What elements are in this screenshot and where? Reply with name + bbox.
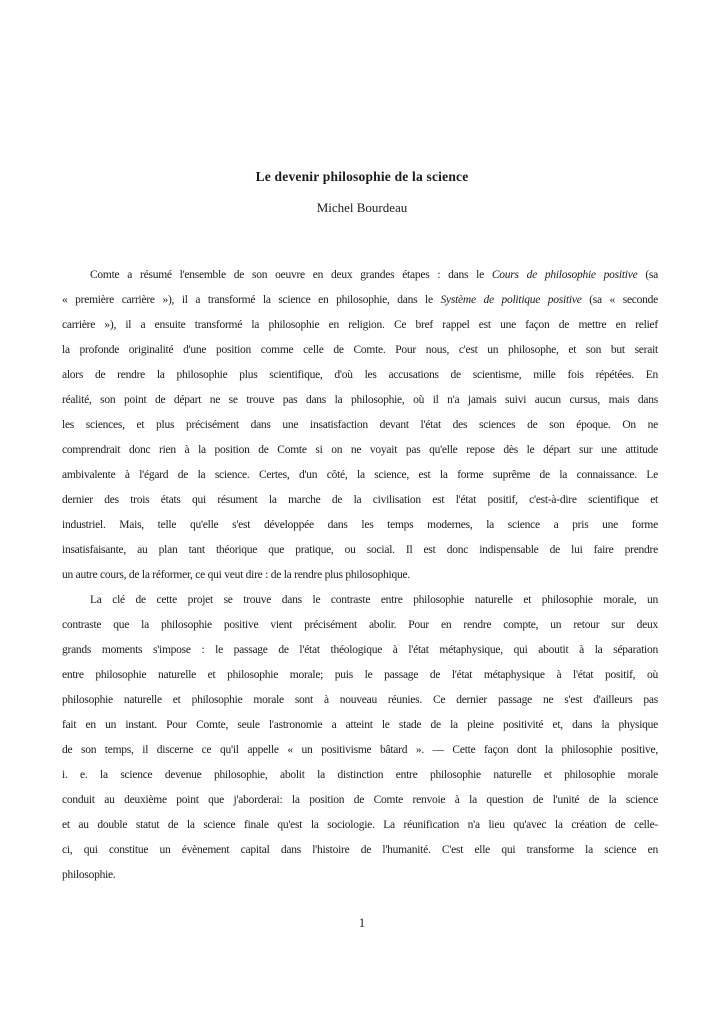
text-line: « première carrière »), il a transformé la science en philosophie, dans le Système de politique positive (sa « seconde — [62, 294, 659, 306]
text-line: grands moments s'impose : le passage de l'état théologique à l'état métaphysique, qui aboutit à la séparation — [62, 644, 658, 656]
text-line: ambivalente à l'égard de la science. Certes, d'un côté, la science, est la forme suprême de la connaissance. Le — [62, 469, 658, 481]
text-line: fait en un instant. Pour Comte, seule l'astronomie a atteint le stade de la pleine positivité et, dans la physique — [62, 719, 658, 731]
text-line: i. e. la science devenue philosophie, abolit la distinction entre philosophie naturelle et philosophie morale — [62, 769, 658, 781]
text-line: un autre cours, de la réformer, ce qui veut dire : de la rendre plus philosophique. — [62, 569, 410, 581]
text-line: réalité, son point de départ ne se trouve pas dans la philosophie, où il n'a jamais suivi aucun cursus, mais dans — [62, 394, 658, 406]
document-body — [62, 263, 658, 888]
text-line: insatisfaisante, au plan tant théorique que pratique, ou social. Il est donc indispensable de lui faire prendre — [62, 544, 658, 556]
document-author: Michel Bourdeau — [316, 200, 408, 215]
text-line: les sciences, et plus précisément dans une insatisfaction devant l'état des sciences de son époque. On ne — [62, 419, 658, 431]
text-line: contraste que la philosophie positive vient précisément abolir. Pour en rendre compte, un retour sur deux — [62, 619, 658, 631]
text-line: la profonde originalité d'une position comme celle de Comte. Pour nous, c'est un philosophe, et son but serait — [62, 344, 658, 356]
text-line: philosophie naturelle et philosophie morale sont à nouveau réunies. Ce dernier passage ne s'est d'ailleurs pas — [62, 694, 658, 706]
text-line: Comte a résumé l'ensemble de son oeuvre en deux grandes étapes : dans le Cours de philosophie positive (sa — [90, 269, 658, 281]
text-line: entre philosophie naturelle et philosophie morale; puis le passage de l'état métaphysique à l'état positif, où — [62, 669, 658, 681]
text-line: La clé de cette projet se trouve dans le contraste entre philosophie naturelle et philosophie morale, un — [90, 594, 658, 606]
text-line: et au double statut de la science finale qu'est la sociologie. La réunification n'a lieu qu'avec la création de celle- — [62, 819, 658, 831]
text-line: alors de rendre la philosophie plus scientifique, d'où les accusations de scientisme, mille fois répétées. En — [62, 369, 658, 381]
text-line: de son temps, il discerne ce qu'il appelle « un positivisme bâtard ». — Cette façon dont la philosophie positive, — [62, 744, 658, 756]
text-line: philosophie. — [62, 869, 116, 881]
text-line: carrière »), il a ensuite transformé la philosophie en religion. Ce bref rappel est une façon de mettre en relief — [62, 319, 658, 331]
text-line: comprendrait donc rien à la position de Comte si on ne voyait pas qu'elle repose dès le départ sur une attitude — [62, 444, 658, 456]
page-number: 1 — [358, 916, 366, 930]
text-line: dernier des trois états qui résument la marche de la civilisation est l'état positif, c'est-à-dire scientifique et — [62, 494, 658, 506]
text-line: ci, qui constitue un évènement capital dans l'histoire de l'humanité. C'est elle qui transforme la science en — [62, 844, 658, 856]
text-line: industriel. Mais, telle qu'elle s'est développée dans les temps modernes, la science a pris une forme — [62, 519, 658, 531]
text-line: conduit au deuxième point que j'aborderai: la position de Comte renvoie à la question de l'unité de la science — [62, 794, 658, 806]
document-title: Le devenir philosophie de la science — [255, 169, 469, 184]
